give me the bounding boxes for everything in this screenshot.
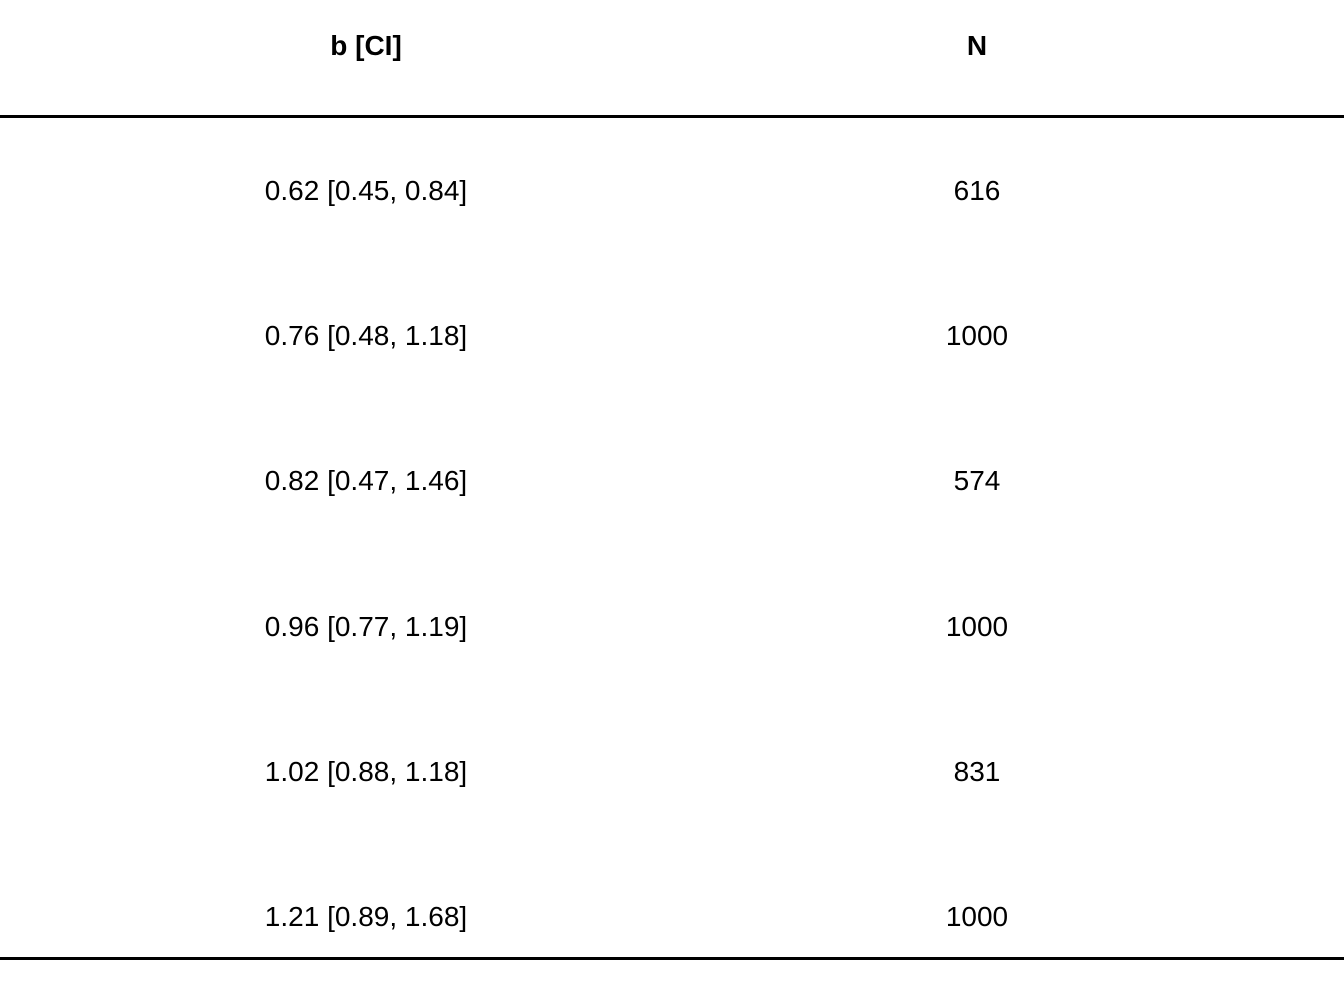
table-row (0, 844, 1344, 989)
cell-b-ci: 1.21 [0.89, 1.68] (264, 900, 468, 932)
table-row (0, 118, 1344, 263)
column-header-n: N (966, 30, 988, 61)
cell-n: 1000 (945, 610, 1009, 642)
column-header-b-ci: b [CI] (330, 30, 402, 61)
table-row (0, 263, 1344, 408)
table-row (0, 699, 1344, 844)
table-body (0, 118, 1344, 989)
table-row (0, 554, 1344, 699)
cell-b-ci: 0.96 [0.77, 1.19] (264, 610, 468, 642)
table-row (0, 408, 1344, 553)
table-header (0, 0, 1344, 118)
cell-n: 1000 (945, 900, 1009, 932)
cell-n: 574 (953, 465, 1001, 497)
cell-n: 1000 (945, 320, 1009, 352)
cell-n: 831 (953, 755, 1001, 787)
cell-b-ci: 0.62 [0.45, 0.84] (264, 175, 468, 206)
cell-n: 616 (953, 175, 1001, 206)
cell-b-ci: 0.82 [0.47, 1.46] (264, 465, 468, 497)
cell-b-ci: 0.76 [0.48, 1.18] (264, 320, 468, 352)
cell-b-ci: 1.02 [0.88, 1.18] (264, 755, 468, 787)
